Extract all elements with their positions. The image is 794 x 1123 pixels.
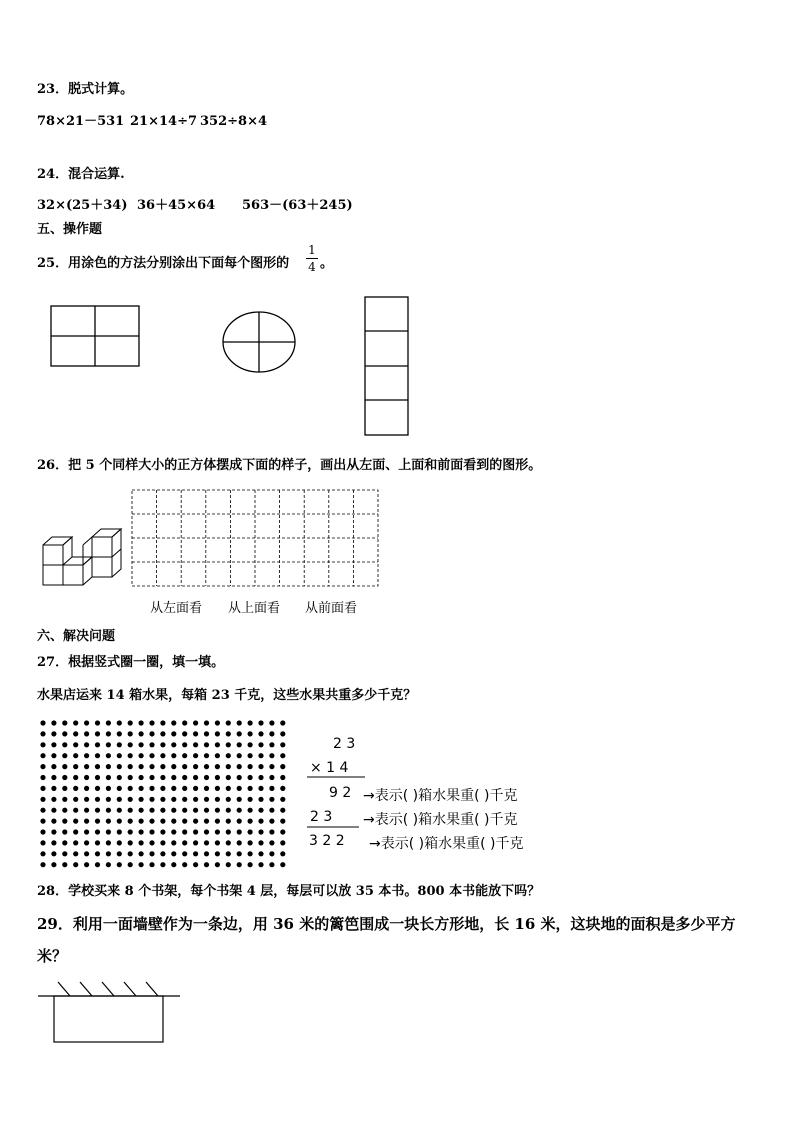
q29-rectangle-field (54, 996, 163, 1042)
q27-title: 27．根据竖式圈一圈，填一填。 (37, 655, 225, 670)
q23-title: 23．脱式计算。 (37, 82, 134, 97)
q26-view-left: 从左面看 (150, 601, 203, 616)
q29-line2: 米？ (37, 947, 68, 965)
q25-frac-num: 1 (308, 243, 316, 257)
q23-expr-1: 78×21－531 (37, 114, 125, 129)
q26-view-top: 从上面看 (228, 601, 281, 616)
q26-title: 26．把 5 个同样大小的正方体摆成下面的样子，画出从左面、上面和前面看到的图形。 (37, 458, 542, 473)
q25-fraction (306, 244, 318, 273)
q26-cube-arrangement (43, 529, 121, 585)
q27-vertical-row2: × 1 4 (310, 760, 349, 776)
q27-vertical-row1: 2 3 (333, 736, 356, 752)
q29-line1: 29．利用一面墙壁作为一条边，用 36 米的篱笆围成一块长方形地，长 16 米，这块地的面积是多少平方 (37, 915, 736, 933)
q24-expr-2: 36＋45×64 (137, 198, 216, 213)
section-5-heading: 五、操作题 (37, 222, 103, 237)
q24-expr-1: 32×(25＋34) (37, 198, 128, 213)
q27-arrow-text-1: →表示( )箱水果重( )千克 (363, 788, 518, 804)
q26-view-front: 从前面看 (305, 601, 358, 616)
section-6-heading: 六、解决问题 (37, 629, 116, 644)
q25-title-pre: 25．用涂色的方法分别涂出下面每个图形的 (37, 256, 290, 271)
q27-arrow-text-2: →表示( )箱水果重( )千克 (363, 812, 518, 828)
q27-vertical-row3: 9 2 (329, 785, 352, 801)
q26-figure (0, 480, 794, 620)
q25-frac-den: 4 (308, 260, 316, 274)
q23-expr-3: 352÷8×4 (200, 114, 268, 129)
q24-title: 24．混合运算. (37, 167, 125, 182)
q27-underline-1 (307, 776, 387, 780)
q23-expr-2: 21×14÷7 (130, 114, 198, 129)
q25-title (37, 256, 289, 272)
q25-circle-shape (223, 312, 295, 372)
q25-column-shape (365, 297, 408, 435)
q27-vertical-row5: 3 2 2 (309, 833, 345, 849)
q28-title: 28．学校买来 8 个书架，每个书架 4 层，每层可以放 35 本书。800 本书能放下吗？ (37, 884, 541, 899)
q26-grid-lines (132, 490, 378, 586)
q29-wall-diagram (30, 975, 230, 1055)
q25-rectangle-shape (51, 306, 139, 366)
q27-dot-grid (38, 716, 298, 876)
q25-title-post: 。 (320, 256, 334, 271)
q27-vertical-row4: 2 3 (310, 809, 333, 825)
q27-arrow-text-3: →表示( )箱水果重( )千克 (369, 836, 524, 852)
q27-problem: 水果店运来 14 箱水果，每箱 23 千克，这些水果共重多少千克？ (37, 688, 417, 703)
q24-expr-3: 563－(63＋245) (242, 198, 353, 213)
